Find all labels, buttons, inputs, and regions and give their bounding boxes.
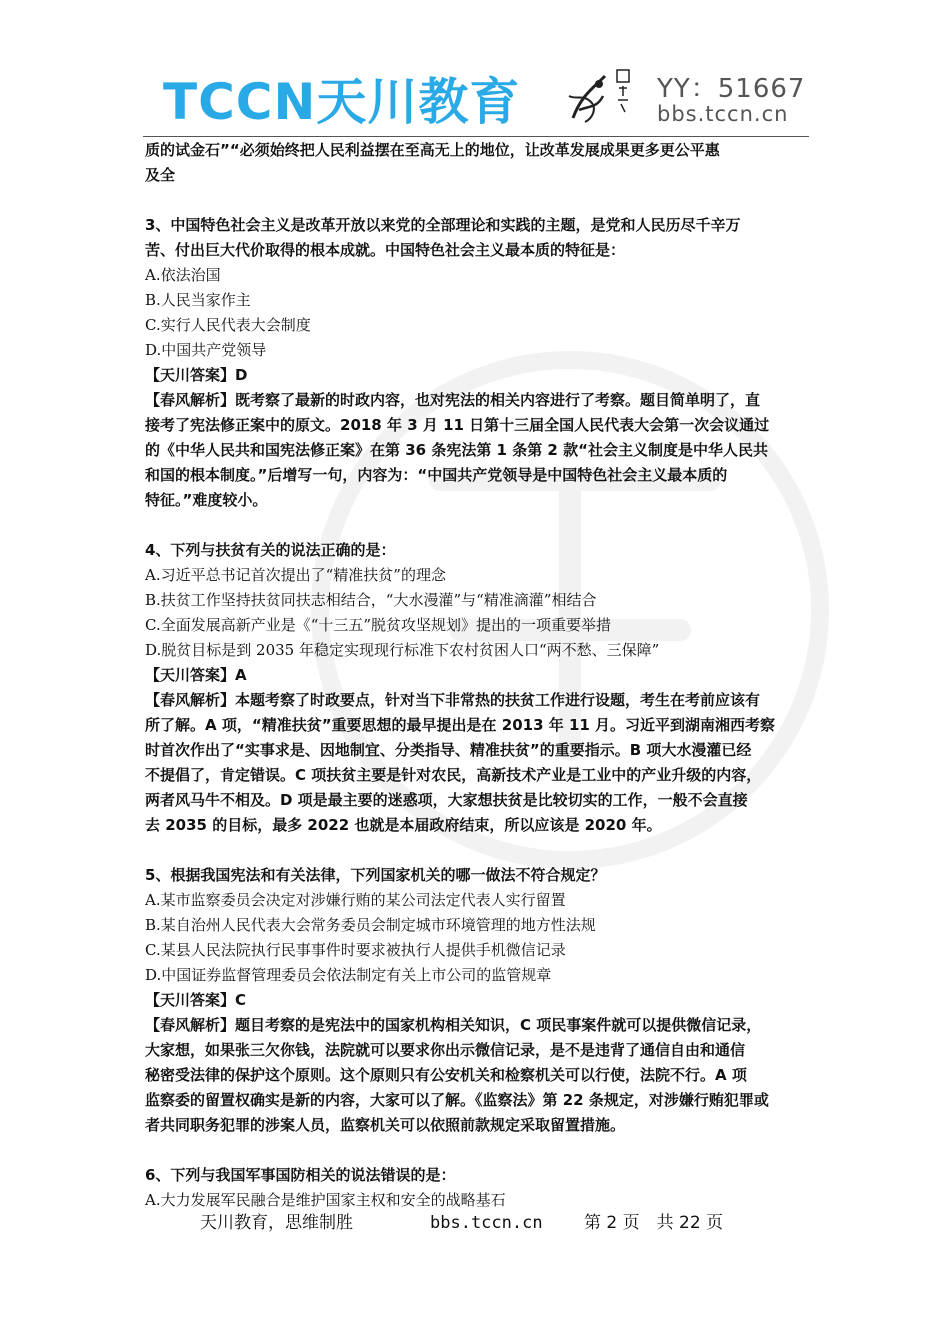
answer-label: 【天川答案】C	[145, 991, 247, 1009]
option-d: D.中国共产党领导	[145, 341, 267, 359]
option-d: D.脱贫目标是到 2035 年稳定实现现行标准下农村贫困人口“两不愁、三保障”	[145, 641, 660, 659]
answer-label: 【天川答案】D	[145, 366, 248, 384]
page-number: 第 2 页 共 22 页	[584, 1213, 724, 1233]
analysis-line: 不提倡了，肯定错误。C 项扶贫主要是针对农民，高新技术产业是工业中的产业升级的内容，	[145, 766, 762, 784]
header-divider	[143, 136, 809, 137]
option-b: B.人民当家作主	[145, 291, 251, 309]
analysis-line: 监察委的留置权确实是新的内容，大家可以了解。《监察法》第 22 条规定，对涉嫌行贿犯罪或	[145, 1091, 769, 1109]
analysis-line: 接考了宪法修正案中的原文。2018 年 3 月 11 日第十三届全国人民代表大会第一次会议通过	[145, 416, 770, 434]
question-stem: 5、根据我国宪法和有关法律，下列国家机关的哪一做法不符合规定？	[145, 866, 606, 884]
analysis-line: 去 2035 的目标，最多 2022 也就是本届政府结束，所以应该是 2020 年。	[145, 816, 662, 834]
footer-site: bbs.tccn.cn	[430, 1213, 543, 1233]
page-footer	[200, 1208, 760, 1238]
analysis-line: 特征。”难度较小。	[145, 491, 268, 509]
intro-tail-line: 及全	[145, 166, 176, 184]
analysis-line: 秘密受法律的保护这个原则。这个原则只有公安机关和检察机关可以行使，法院不行。A 项	[145, 1066, 747, 1084]
analysis-line: 者共同职务犯罪的涉案人员，监察机关可以依照前款规定采取留置措施。	[145, 1116, 626, 1134]
question-5	[145, 863, 809, 1138]
analysis-line: 的《中华人民共和国宪法修正案》在第 36 条宪法第 1 条第 2 款“社会主义制度是中华人民共	[145, 441, 768, 459]
option-a: A.大力发展军民融合是维护国家主权和安全的战略基石	[145, 1191, 506, 1209]
analysis-line: 和国的根本制度。”后增写一句，内容为：“中国共产党领导是中国特色社会主义最本质的	[145, 466, 728, 484]
page-header	[145, 62, 809, 136]
question-stem: 6、下列与我国军事国防相关的说法错误的是：	[145, 1166, 456, 1184]
question-stem: 4、下列与扶贫有关的说法正确的是：	[145, 541, 396, 559]
analysis-line: 时首次作出了“实事求是、因地制宜、分类指导、精准扶贫”的重要指示。B 项大水漫灌已经	[145, 741, 752, 759]
question-3	[145, 213, 809, 513]
intro-tail-line: 质的试金石”“必须始终把人民利益摆在至高无上的地位，让改革发展成果更多更公平惠	[145, 141, 720, 159]
question-stem: 苦、付出巨大代价取得的根本成就。中国特色社会主义最本质的特征是：	[145, 241, 626, 259]
question-6	[145, 1163, 809, 1213]
option-d: D.中国证券监督管理委员会依法制定有关上市公司的监管规章	[145, 966, 552, 984]
analysis-line: 大家想，如果张三欠你钱，法院就可以要求你出示微信记录，是不是违背了通信自由和通信	[145, 1041, 746, 1059]
analysis-line: 【春风解析】题目考察的是宪法中的国家机构相关知识，C 项民事案件就可以提供微信记录，	[145, 1016, 762, 1034]
option-c: C.全面发展高新产业是《“十三五”脱贫攻坚规划》提出的一项重要举措	[145, 616, 612, 634]
document-body	[145, 138, 809, 1213]
brand-mark-icon	[563, 66, 635, 128]
option-b: B.某自治州人民代表大会常务委员会制定城市环境管理的地方性法规	[145, 916, 596, 934]
analysis-line: 【春风解析】本题考察了时政要点，针对当下非常热的扶贫工作进行设题，考生在考前应该有	[145, 691, 761, 709]
option-c: C.实行人民代表大会制度	[145, 316, 311, 334]
footer-slogan: 天川教育，思维制胜	[200, 1213, 353, 1233]
brand-logo-text: TCCN天川教育	[163, 73, 521, 131]
option-a: A.习近平总书记首次提出了“精准扶贫”的理念	[145, 566, 446, 584]
option-c: C.某县人民法院执行民事事件时要求被执行人提供手机微信记录	[145, 941, 566, 959]
question-stem: 3、中国特色社会主义是改革开放以来党的全部理论和实践的主题，是党和人民历尽千辛万	[145, 216, 741, 234]
answer-label: 【天川答案】A	[145, 666, 247, 684]
analysis-line: 两者风马牛不相及。D 项是最主要的迷惑项，大家想扶贫是比较切实的工作，一般不会直接	[145, 791, 748, 809]
contact-yy: YY：51667	[657, 74, 806, 104]
question-4	[145, 538, 809, 838]
option-a: A.某市监察委员会决定对涉嫌行贿的某公司法定代表人实行留置	[145, 891, 566, 909]
analysis-line: 【春风解析】既考察了最新的时政内容，也对宪法的相关内容进行了考察。题目简单明了，直	[145, 391, 761, 409]
option-b: B.扶贫工作坚持扶贫同扶志相结合，“大水漫灌”与“精准滴灌”相结合	[145, 591, 597, 609]
contact-bbs-url: bbs.tccn.cn	[657, 102, 789, 126]
option-a: A.依法治国	[145, 266, 221, 284]
analysis-line: 所了解。A 项，“精准扶贫”重要思想的最早提出是在 2013 年 11 月。习近平到湖南湘西考察	[145, 716, 776, 734]
